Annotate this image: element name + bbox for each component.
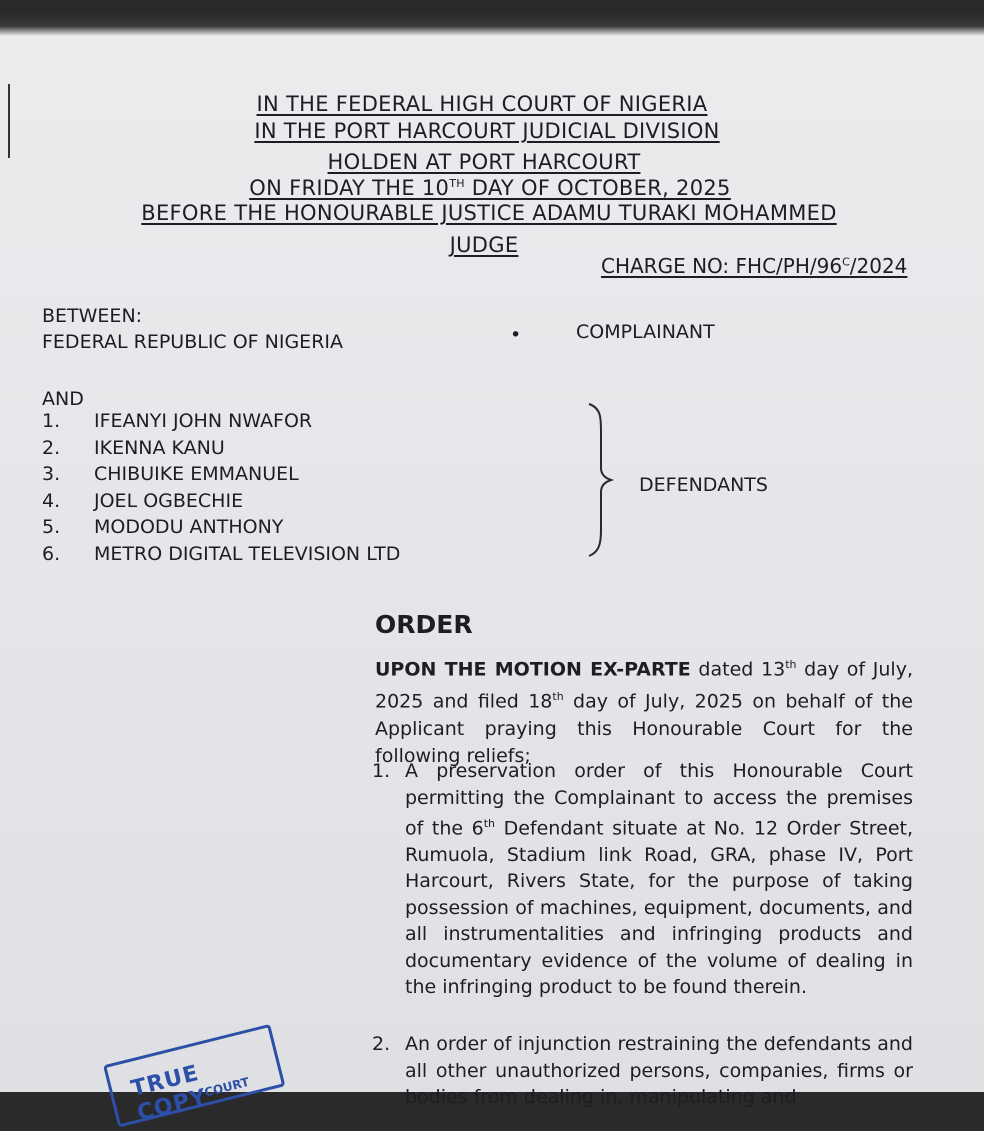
stamp-text: TRUE COPY: [128, 1060, 210, 1127]
separator-dot: •: [510, 324, 522, 346]
defendant-name: JOEL OGBECHIE: [94, 489, 244, 512]
page-top-shadow: [0, 14, 984, 36]
holden-title: HOLDEN AT PORT HARCOURT: [327, 150, 641, 174]
charge-number: CHARGE NO: FHC/$PH/96^C/2024$: [601, 254, 908, 278]
hearing-date: ON FRIDAY THE 10TH DAY OF OCTOBER, 2025: [249, 176, 731, 200]
presiding-judge: BEFORE THE HONOURABLE JUSTICE ADAMU TURAKI MOHAMMED: [141, 201, 837, 225]
defendants-brace: [585, 402, 615, 558]
true-copy-stamp: [103, 1024, 283, 1125]
document-page: [0, 14, 984, 1127]
defendant-name: MODODU ANTHONY: [94, 516, 284, 538]
relief-text: A preservation order of this Honourable Court permitting the Complainant to access the premises of the 6th Defendant situate at No. 12 Order Street, Rumuola, Stadium link Road, GRA, phase IV, Port Harcourt, Rivers State, for the purpose of taking possession of machines, equipment, documents, and all instrumentalities and infringing products and documentary evidence of the volume of dealing in the infringing product to be found therein.: [405, 760, 913, 999]
defendant-name: METRO DIGITAL TELEVISION LTD: [94, 542, 401, 565]
defendant-number: 3.: [42, 463, 61, 485]
defendant-number: 5.: [42, 516, 61, 538]
and-label: AND: [42, 388, 84, 410]
defendant-name: CHIBUIKE EMMANUEL: [94, 463, 299, 485]
relief-number: 2.: [372, 1033, 391, 1055]
between-label: BETWEEN:: [42, 305, 143, 327]
defendant-name: IFEANYI JOHN NWAFOR: [94, 410, 313, 432]
defendants-role: DEFENDANTS: [639, 474, 768, 496]
relief-number: 1.: [372, 760, 391, 782]
complainant-role: COMPLAINANT: [576, 321, 715, 343]
order-title: ORDER: [375, 610, 473, 639]
judge-label: JUDGE: [449, 233, 519, 257]
court-title: IN THE FEDERAL HIGH COURT OF NIGERIA: [256, 92, 708, 116]
defendant-name: IKENNA KANU: [94, 436, 225, 459]
relief-item: [372, 758, 913, 1001]
defendant-number: 2.: [42, 436, 61, 459]
defendant-number: 6.: [42, 542, 61, 565]
order-intro: UPON THE MOTION EX-PARTE dated 13th day of July, 2025 and filed 18th day of July, 2025 on behalf of the Applicant praying this Honourable Court for the following reliefs;: [375, 658, 913, 767]
relief-text: An order of injunction restraining the defendants and all other unauthorized persons, companies, firms or bodies from dealing in, manipulating and: [405, 1033, 913, 1108]
relief-item: [372, 1031, 913, 1111]
division-title: IN THE PORT HARCOURT JUDICIAL DIVISION: [254, 119, 720, 143]
defendant-number: 1.: [42, 410, 61, 432]
defendant-number: 4.: [42, 489, 61, 512]
complainant-name: FEDERAL REPUBLIC OF NIGERIA: [42, 331, 343, 353]
stamp-subtext: COURT: [202, 1074, 251, 1100]
